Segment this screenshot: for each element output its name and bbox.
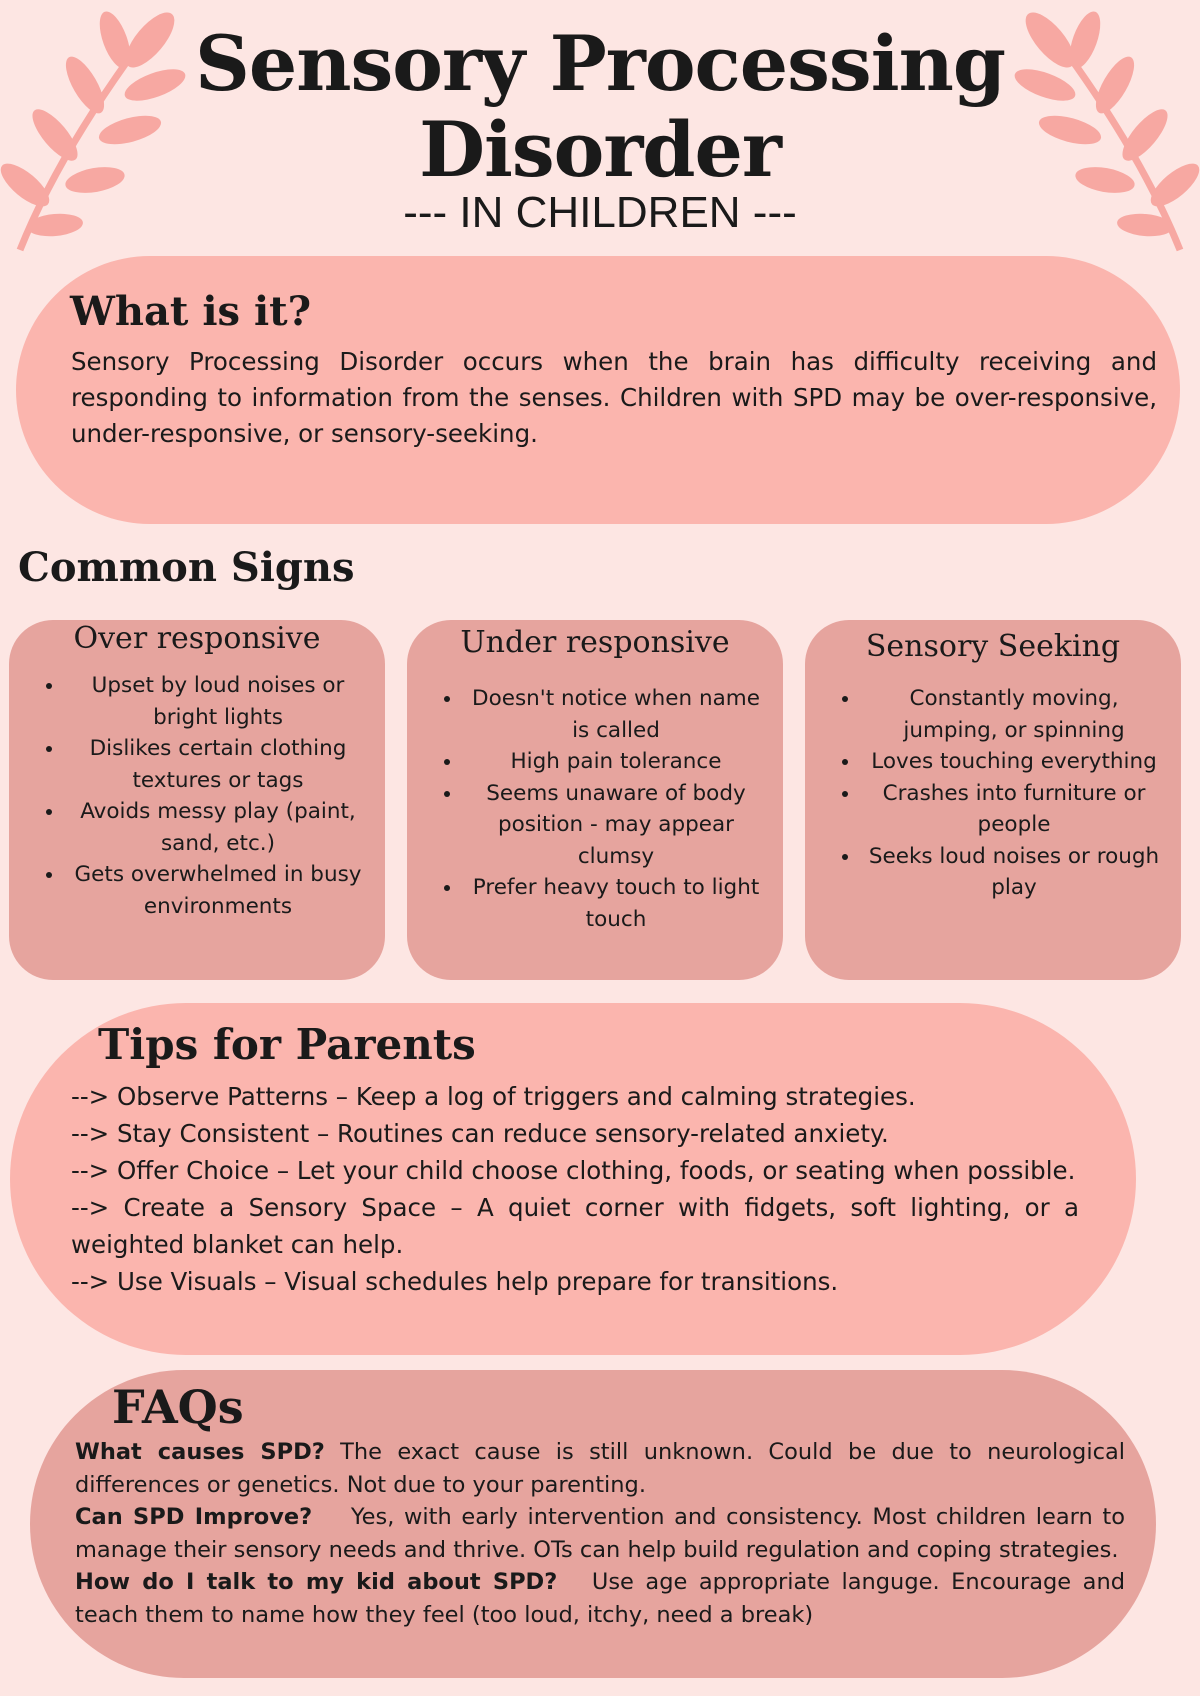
tip-item: --> Observe Patterns – Keep a log of triggers and calming strategies. xyxy=(71,1082,916,1111)
list-item: • Doesn't notice when name is called xyxy=(463,683,769,746)
list-item: • Loves touching everything xyxy=(861,746,1167,778)
faq-answer: The exact cause is still unknown. Could be due to neurological differences or genetics. Not due to your parenting. xyxy=(75,1439,1133,1498)
tips-list xyxy=(71,1078,1079,1300)
sign-card-title: Under responsive xyxy=(460,625,730,660)
sign-card-sensory-seeking xyxy=(805,620,1181,980)
list-item: • High pain tolerance xyxy=(463,746,769,778)
page-title-line-2: Disorder xyxy=(419,105,781,194)
page-subtitle: --- IN CHILDREN --- xyxy=(403,188,797,237)
page-title-line-1: Sensory Processing xyxy=(195,19,1005,108)
tips-heading: Tips for Parents xyxy=(98,1020,476,1069)
list-item: • Gets overwhelmed in busy environments xyxy=(65,859,371,922)
faq-item xyxy=(75,1436,1133,1501)
sign-list xyxy=(31,670,371,922)
sign-card-title: Over responsive xyxy=(73,621,321,656)
tip-item: --> Use Visuals – Visual schedules help prepare for transitions. xyxy=(71,1267,839,1296)
common-signs-heading: Common Signs xyxy=(18,544,355,591)
list-item: • Upset by loud noises or bright lights xyxy=(65,670,371,733)
list-item: • Constantly moving, jumping, or spinning xyxy=(861,683,1167,746)
sign-card-under-responsive xyxy=(407,620,783,980)
sign-card-over-responsive xyxy=(9,620,385,980)
faq-item xyxy=(75,1501,1133,1566)
faq-item xyxy=(75,1566,1133,1631)
list-item: • Dislikes certain clothing textures or tags xyxy=(65,733,371,796)
faq-question: Can SPD Improve? xyxy=(75,1504,313,1530)
list-item: • Seeks loud noises or rough play xyxy=(861,841,1167,904)
list-item: • Prefer heavy touch to light touch xyxy=(463,872,769,935)
tip-item: --> Create a Sensory Space – A quiet corner with fidgets, soft lighting, or a weighted blanket can help. xyxy=(71,1193,1079,1259)
sign-list xyxy=(827,683,1167,904)
sign-list xyxy=(429,683,769,935)
list-item: • Crashes into furniture or people xyxy=(861,778,1167,841)
faq-question: How do I talk to my kid about SPD? xyxy=(75,1569,558,1595)
tip-item: --> Stay Consistent – Routines can reduce sensory-related anxiety. xyxy=(71,1119,889,1148)
faq-answer: Use age appropriate languge. Encourage and teach them to name how they feel (too loud, itchy, need a break) xyxy=(75,1569,1133,1628)
faq-list xyxy=(75,1436,1133,1631)
list-item: • Avoids messy play (paint, sand, etc.) xyxy=(65,796,371,859)
faq-question: What causes SPD? xyxy=(75,1439,325,1465)
what-is-it-text: Sensory Processing Disorder occurs when the brain has difficulty receiving and responding to information from the senses. Children with SPD may be over-responsive, under-responsive, or sensory-seeking. xyxy=(71,347,1157,448)
faq-answer: Yes, with early intervention and consistency. Most children learn to manage their sensory needs and thrive. OTs can help build regulation and coping strategies. xyxy=(75,1504,1133,1563)
tip-item: --> Offer Choice – Let your child choose clothing, foods, or seating when possible. xyxy=(71,1156,1076,1185)
faq-heading: FAQs xyxy=(112,1380,244,1434)
sign-card-title: Sensory Seeking xyxy=(865,629,1121,664)
list-item: • Seems unaware of body position - may appear clumsy xyxy=(463,778,769,873)
what-is-it-heading: What is it? xyxy=(70,288,312,335)
